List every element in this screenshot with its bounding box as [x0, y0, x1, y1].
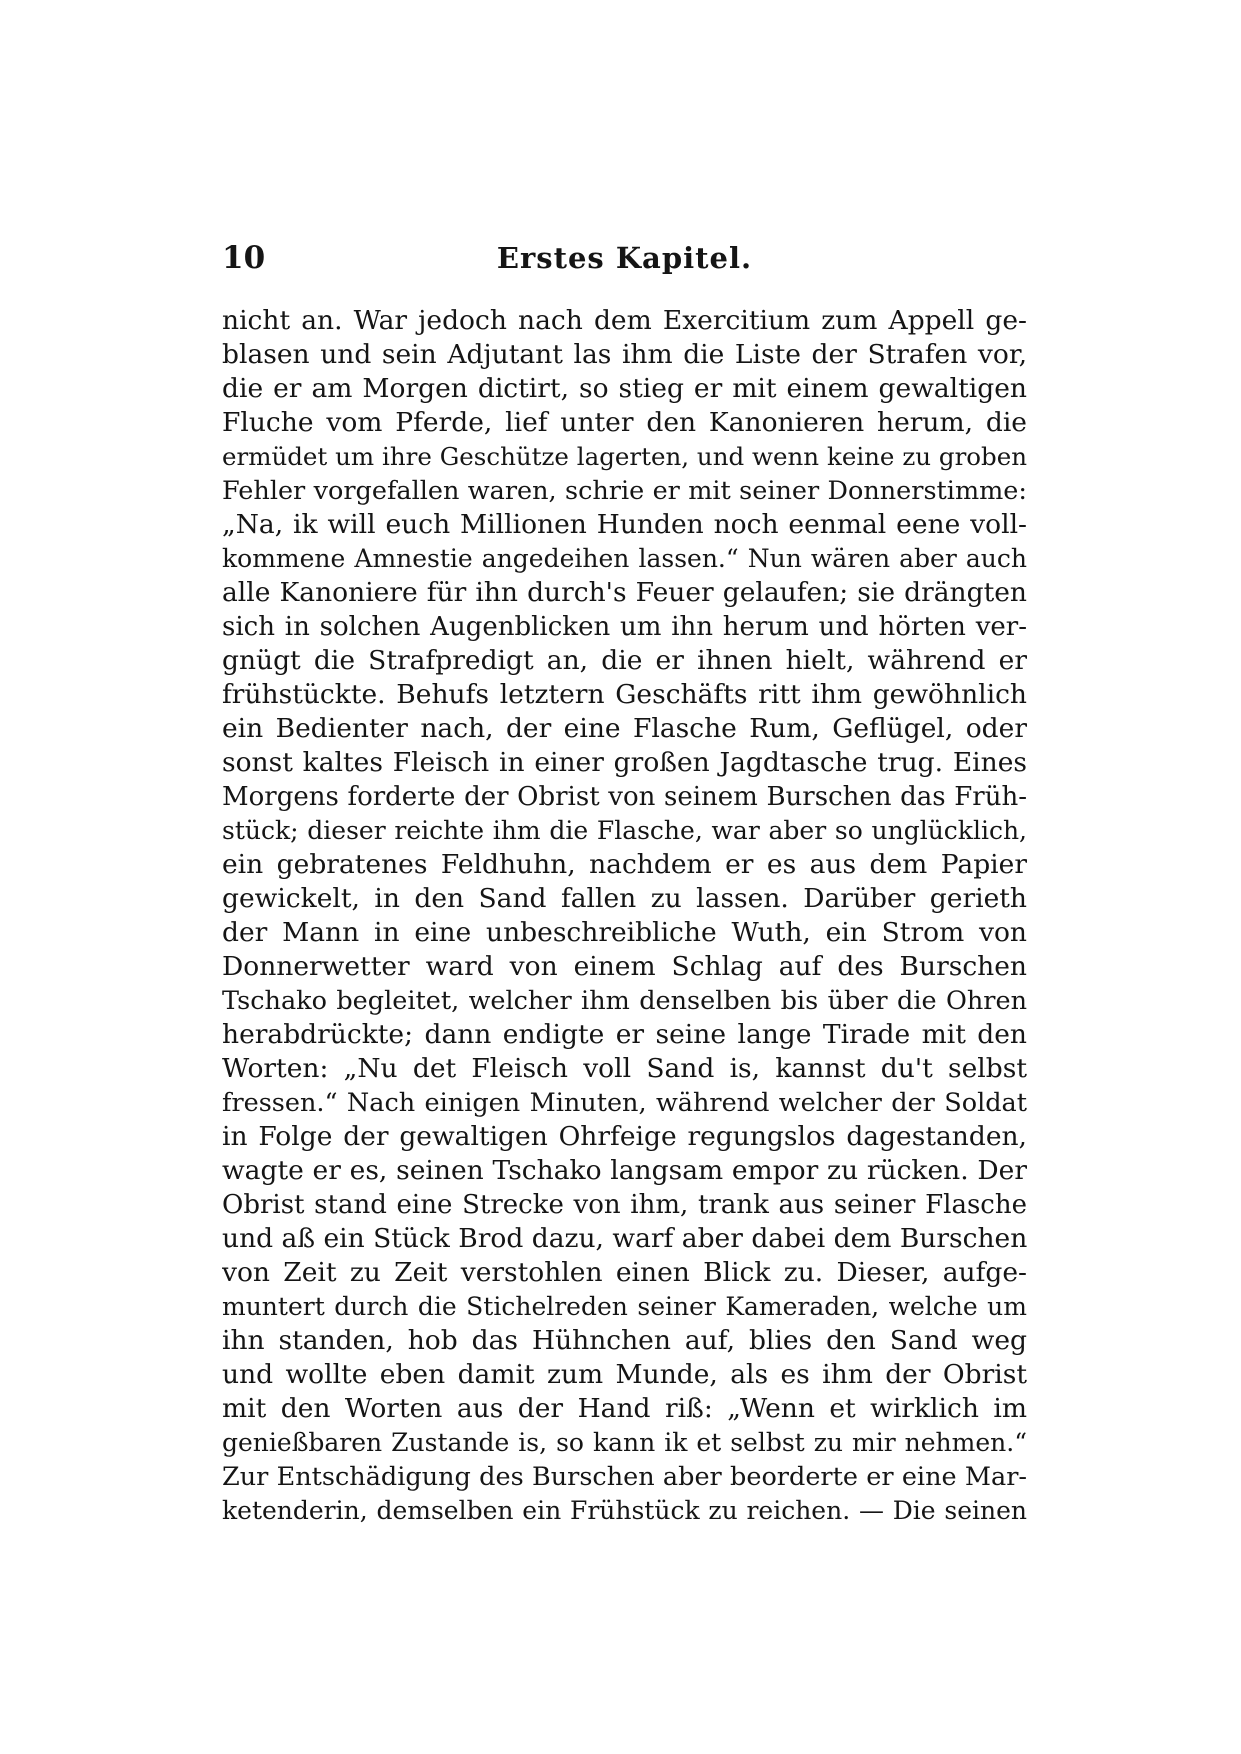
text-line: kommene Amnestie angedeihen lassen.“ Nun wären aber auch: [222, 544, 1027, 573]
page-number: 10: [222, 240, 266, 276]
text-line: alle Kanoniere für ihn durch's Feuer gelaufen; sie drängten: [222, 577, 1027, 608]
chapter-title: Erstes Kapitel.: [496, 241, 753, 275]
text-line: Obrist stand eine Strecke von ihm, trank aus seiner Flasche: [222, 1190, 1027, 1220]
text-line: Zur Entschädigung des Burschen aber beorderte er eine Mar-: [222, 1462, 1027, 1492]
text-line: frühstückte. Behufs letztern Geschäfts ritt ihm gewöhnlich: [222, 679, 1027, 710]
text-line: Tschako begleitet, welcher ihm denselben bis über die Ohren: [222, 986, 1027, 1016]
text-line: in Folge der gewaltigen Ohrfeige regungslos dagestanden,: [222, 1121, 1027, 1152]
text-line: fressen.“ Nach einigen Minuten, während welcher der Soldat: [222, 1088, 1027, 1118]
text-line: und wollte eben damit zum Munde, als es ihm der Obrist: [222, 1359, 1027, 1390]
text-line: Fluche vom Pferde, lief unter den Kanonieren herum, die: [222, 407, 1027, 438]
text-line: der Mann in eine unbeschreibliche Wuth, ein Strom von: [222, 917, 1027, 948]
text-line: Worten: „Nu det Fleisch voll Sand is, kannst du't selbst: [222, 1053, 1027, 1084]
text-line: gewickelt, in den Sand fallen zu lassen. Darüber gerieth: [222, 883, 1027, 914]
text-line: von Zeit zu Zeit verstohlen einen Blick zu. Dieser, aufge-: [222, 1257, 1027, 1288]
running-head: [222, 238, 1027, 278]
text-line: sich in solchen Augenblicken um ihn herum und hörten ver-: [222, 612, 1027, 642]
text-line: ketenderin, demselben ein Frühstück zu reichen. — Die seinen: [222, 1496, 1027, 1525]
body-text: [222, 304, 1027, 1528]
text-line: mit den Worten aus der Hand riß: „Wenn et wirklich im: [222, 1393, 1027, 1424]
text-line: wagte er es, seinen Tschako langsam empor zu rücken. Der: [222, 1155, 1027, 1186]
text-line: muntert durch die Stichelreden seiner Kameraden, welche um: [222, 1292, 1027, 1321]
text-line: sonst kaltes Fleisch in einer großen Jagdtasche trug. Eines: [222, 747, 1027, 778]
text-line: ihn standen, hob das Hühnchen auf, blies den Sand weg: [222, 1325, 1027, 1356]
text-line: stück; dieser reichte ihm die Flasche, war aber so unglücklich,: [222, 816, 1027, 845]
text-line: ermüdet um ihre Geschütze lagerten, und wenn keine zu groben: [222, 442, 1027, 471]
text-line: Morgens forderte der Obrist von seinem Burschen das Früh-: [222, 782, 1027, 812]
text-line: „Na, ik will euch Millionen Hunden noch eenmal eene voll-: [222, 509, 1027, 540]
text-line: Donnerwetter ward von einem Schlag auf des Burschen: [222, 951, 1027, 982]
text-line: nicht an. War jedoch nach dem Exercitium zum Appell ge-: [222, 305, 1027, 336]
text-line: und aß ein Stück Brod dazu, warf aber dabei dem Burschen: [222, 1223, 1027, 1254]
text-line: genießbaren Zustande is, so kann ik et selbst zu mir nehmen.“: [222, 1428, 1027, 1457]
text-line: Fehler vorgefallen waren, schrie er mit seiner Donnerstimme:: [222, 476, 1027, 506]
text-line: die er am Morgen dictirt, so stieg er mit einem gewaltigen: [222, 373, 1027, 404]
text-line: gnügt die Strafpredigt an, die er ihnen hielt, während er: [222, 645, 1027, 676]
text-line: herabdrückte; dann endigte er seine lange Tirade mit den: [222, 1019, 1027, 1050]
text-line: ein Bedienter nach, der eine Flasche Rum, Geflügel, oder: [222, 713, 1027, 744]
text-line: blasen und sein Adjutant las ihm die Liste der Strafen vor,: [222, 339, 1027, 370]
text-line: ein gebratenes Feldhuhn, nachdem er es aus dem Papier: [222, 849, 1027, 880]
